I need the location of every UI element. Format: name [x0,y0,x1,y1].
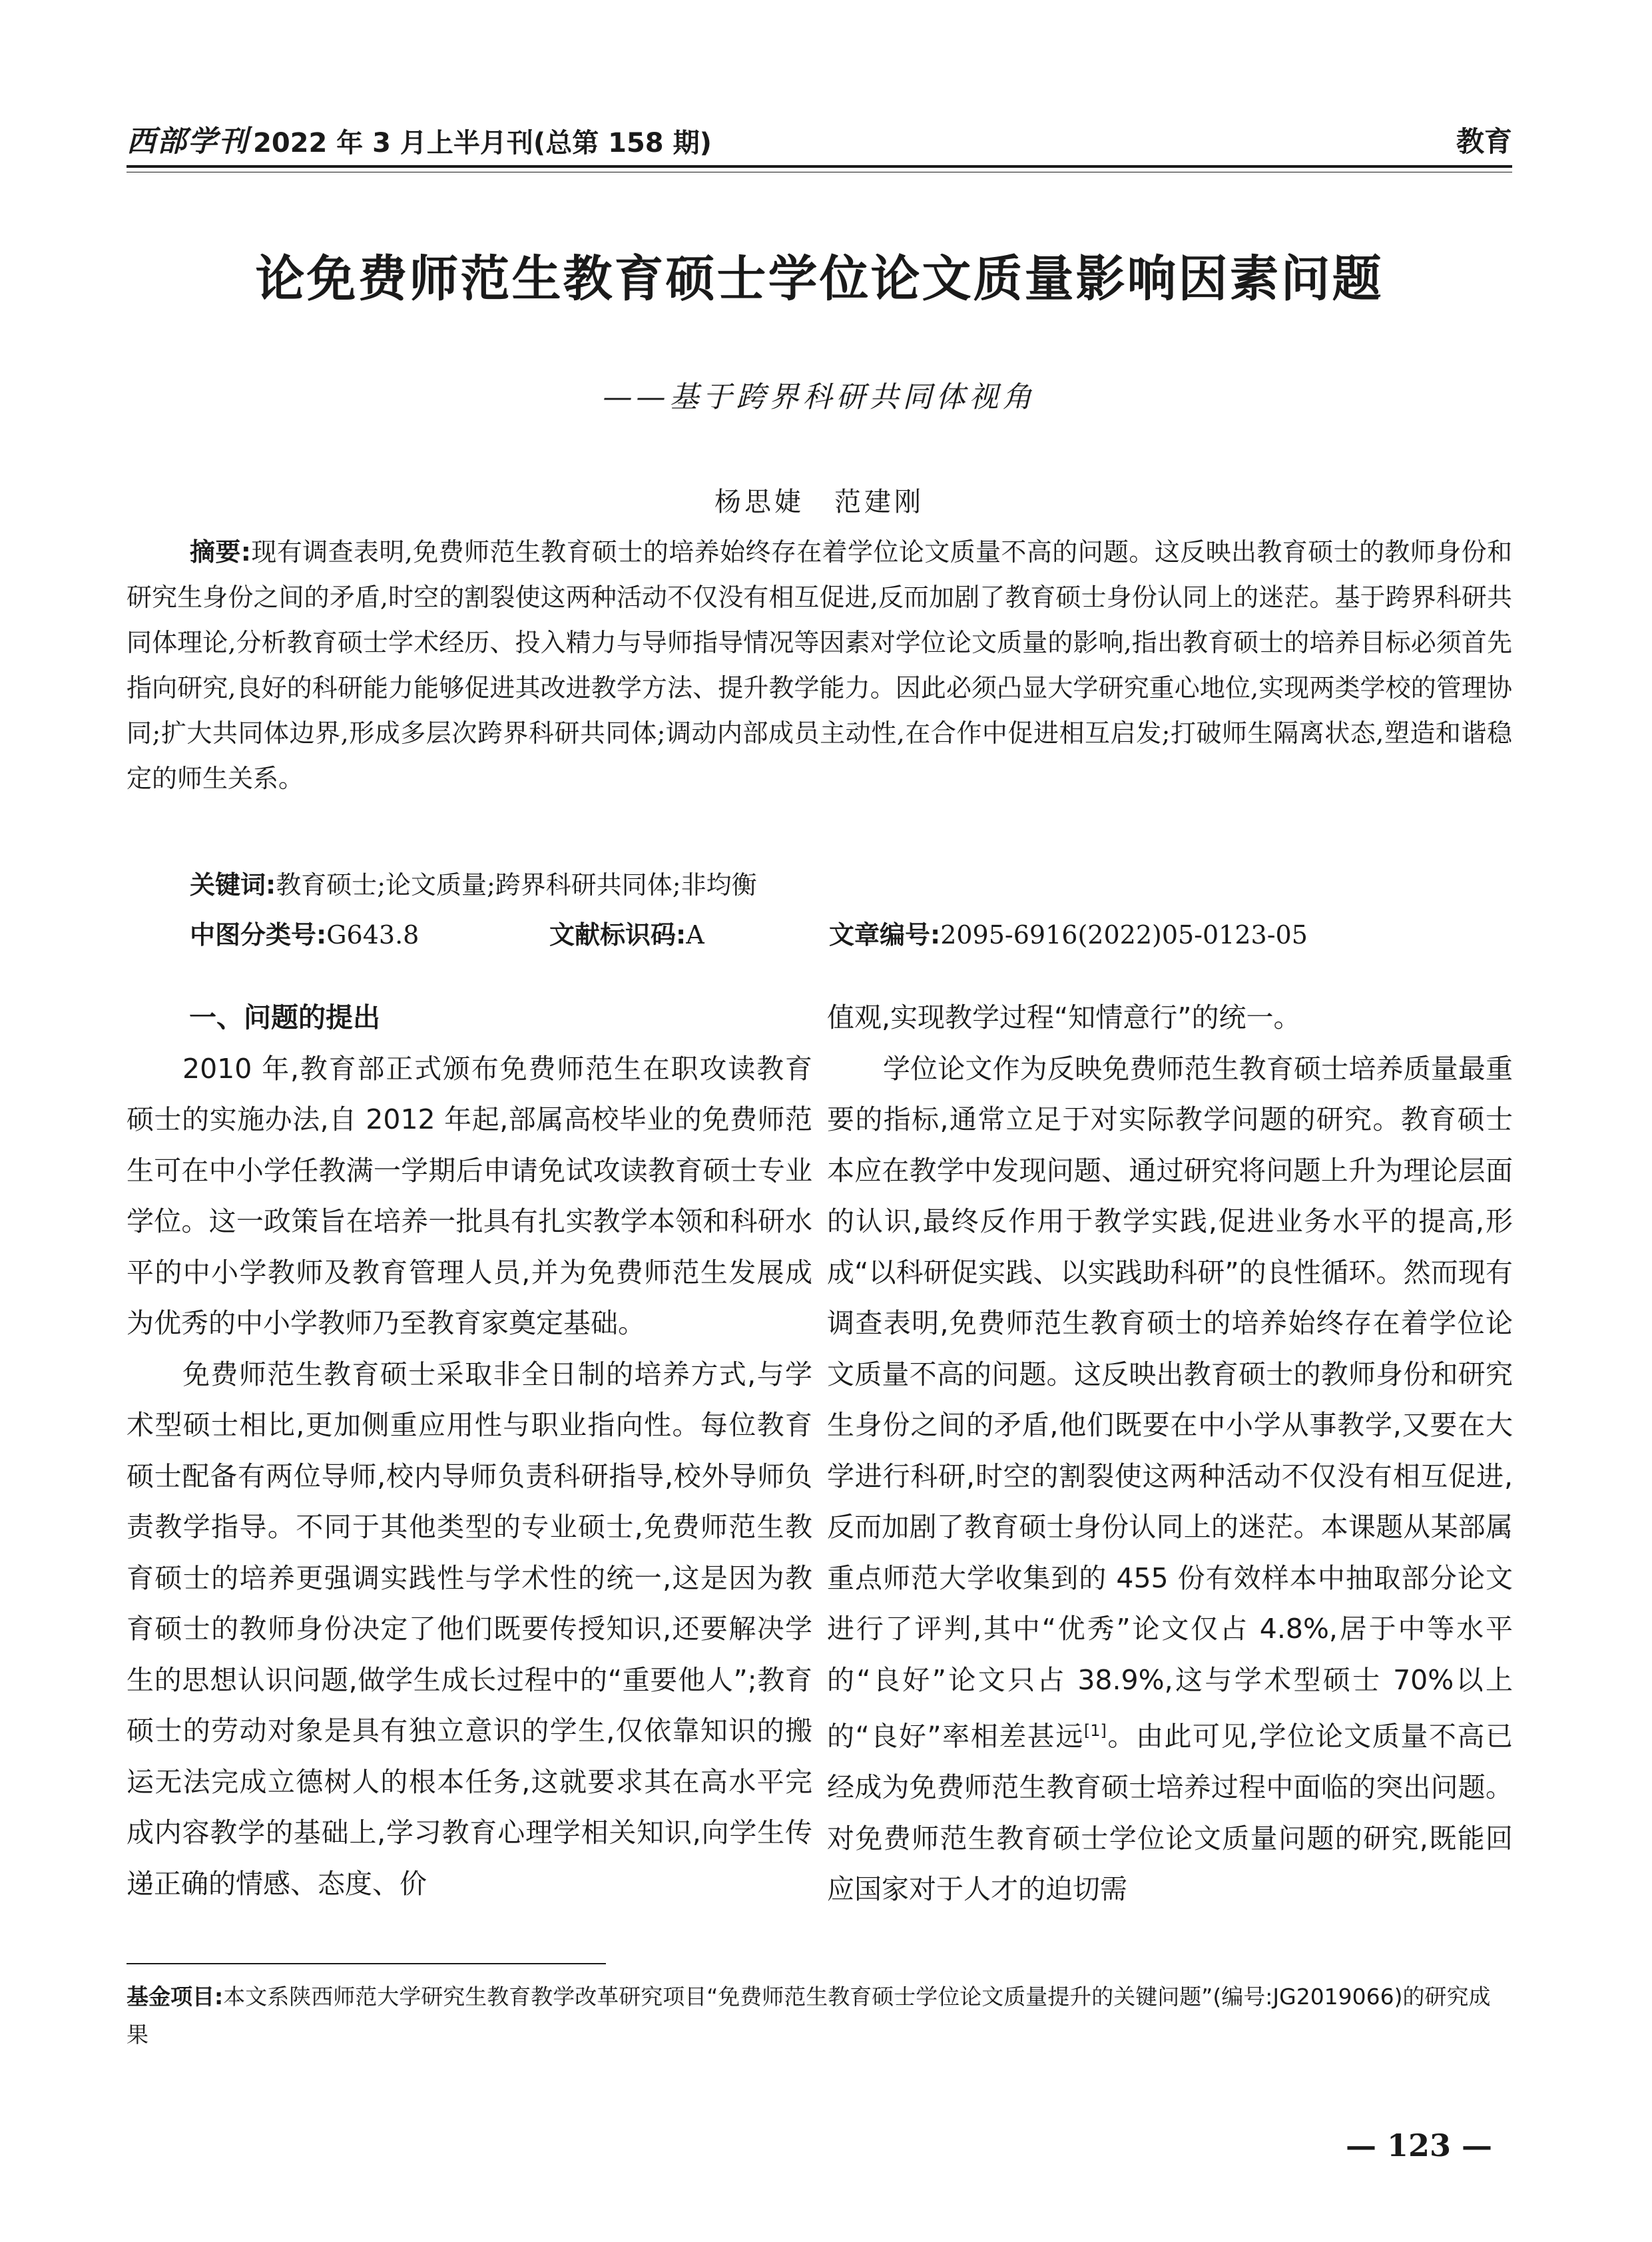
body-text: 学位论文作为反映免费师范生教育硕士培养质量最重要的指标,通常立足于对实际教学问题的研究。教育硕士本应在教学中发现问题、通过研究将问题上升为理论层面的认识,最终反作用于教学实践,促进业务水平的提高,形成“以科研促实践、以实践助科研”的良性循环。然而现有调查表明,免费师范生教育硕士的培养始终存在着学位论文质量不高的问题。这反映出教育硕士的教师身份和研究生身份之间的矛盾,他们既要在中小学从事教学,又要在大学进行科研,时空的割裂使这两种活动不仅没有相互促进,反而加剧了教育硕士身份认同上的迷茫。本课题从某部属重点师范大学收集到的 455 份有效样本中抽取部分论文进行了评判,其中“优秀”论文仅占 4.8%,居于中等水平的“良好”论文只占 38.9%,这与学术型硕士 70%以上的“良好”率相差甚远 [827,1052,1513,1753]
body-text: 。由此可见,学位论文质量不高已经成为免费师范生教育硕士培养过程中面临的突出问题。对免费师范生教育硕士学位论文质量问题的研究,既能回应国家对于人才的迫切需 [827,1720,1513,1906]
issue-info: 2022 年 3 月上半月刊(总第 158 期) [253,128,712,158]
doc-label: 文献标识码: [549,920,687,950]
funding-label: 基金项目: [127,1984,224,2010]
clc-code [190,914,549,951]
doc-code [549,914,829,951]
authors: 杨思婕 范建刚 [714,487,924,517]
body-column-left [127,992,812,1909]
citation-ref[interactable]: [1] [1083,1721,1107,1740]
funding-note [127,1978,1512,2054]
abstract-label: 摘要: [190,537,251,567]
body-paragraph: 值观,实现教学过程“知情意行”的统一。 [827,1001,1301,1033]
body-paragraph: 2010 年,教育部正式颁布免费师范生在职攻读教育硕士的实施办法,自 2012 年起,部属高校毕业的免费师范生可在中小学任教满一学期后申请免试攻读教育硕士专业学位。这一政策旨在培养一批具有扎实教学本领和科研水平的中小学教师及教育管理人员,并为免费师范生发展成为优秀的中小学教师乃至教育家奠定基础。 [127,1052,812,1339]
footnote-rule [127,1963,606,1964]
paper-subtitle: ——基于跨界科研共同体视角 [603,380,1036,414]
journal-issue [127,117,712,160]
running-header [127,113,1512,160]
keywords-label: 关键词: [190,870,276,900]
abstract-text: 现有调查表明,免费师范生教育硕士的培养始终存在着学位论文质量不高的问题。这反映出教育硕士的教师身份和研究生身份之间的矛盾,时空的割裂使这两种活动不仅没有相互促进,反而加剧了教育硕士身份认同上的迷茫。基于跨界科研共同体理论,分析教育硕士学术经历、投入精力与导师指导情况等因素对学位论文质量的影响,指出教育硕士的培养目标必须首先指向研究,良好的科研能力能够促进其改进教学方法、提升教学能力。因此必须凸显大学研究重心地位,实现两类学校的管理协同;扩大共同体边界,形成多层次跨界科研共同体;调动内部成员主动性,在合作中促进相互启发;打破师生隔离状态,塑造和谐稳定的师生关系。 [127,537,1512,793]
body-column-right [827,992,1513,1915]
article-number [829,914,1308,951]
keywords [190,864,1512,901]
article-value: 2095-6916(2022)05-0123-05 [940,920,1308,950]
paper-title: 论免费师范生教育硕士学位论文质量影响因素问题 [255,250,1384,308]
article-label: 文章编号: [829,920,941,950]
clc-label: 中图分类号: [190,920,327,950]
classification-row [190,914,1512,951]
body-paragraph [827,1043,1513,1915]
funding-text: 本文系陕西师范大学研究生教育教学改革研究项目“免费师范生教育硕士学位论文质量提升的关键问题”(编号:JG2019066)的研究成果 [127,1984,1491,2048]
clc-value: G643.8 [326,920,419,950]
page-number: — 123 — [1345,2127,1492,2163]
body-paragraph: 免费师范生教育硕士采取非全日制的培养方式,与学术型硕士相比,更加侧重应用性与职业指向性。每位教育硕士配备有两位导师,校内导师负责科研指导,校外导师负责教学指导。不同于其他类型的专业硕士,免费师范生教育硕士的培养更强调实践性与学术性的统一,这是因为教育硕士的教师身份决定了他们既要传授知识,还要解决学生的思想认识问题,做学生成长过程中的“重要他人”;教育硕士的劳动对象是具有独立意识的学生,仅依靠知识的搬运无法完成立德树人的根本任务,这就要求其在高水平完成内容教学的基础上,学习教育心理学相关知识,向学生传递正确的情感、态度、价 [127,1358,812,1900]
section-heading: 一、问题的提出 [189,1001,380,1033]
keywords-text: 教育硕士;论文质量;跨界科研共同体;非均衡 [276,870,757,900]
section-label: 教育 [1456,125,1512,158]
abstract [127,529,1512,801]
header-rule-thick [127,165,1512,168]
journal-logo: 西部学刊 [127,125,249,158]
doc-value: A [686,920,704,950]
